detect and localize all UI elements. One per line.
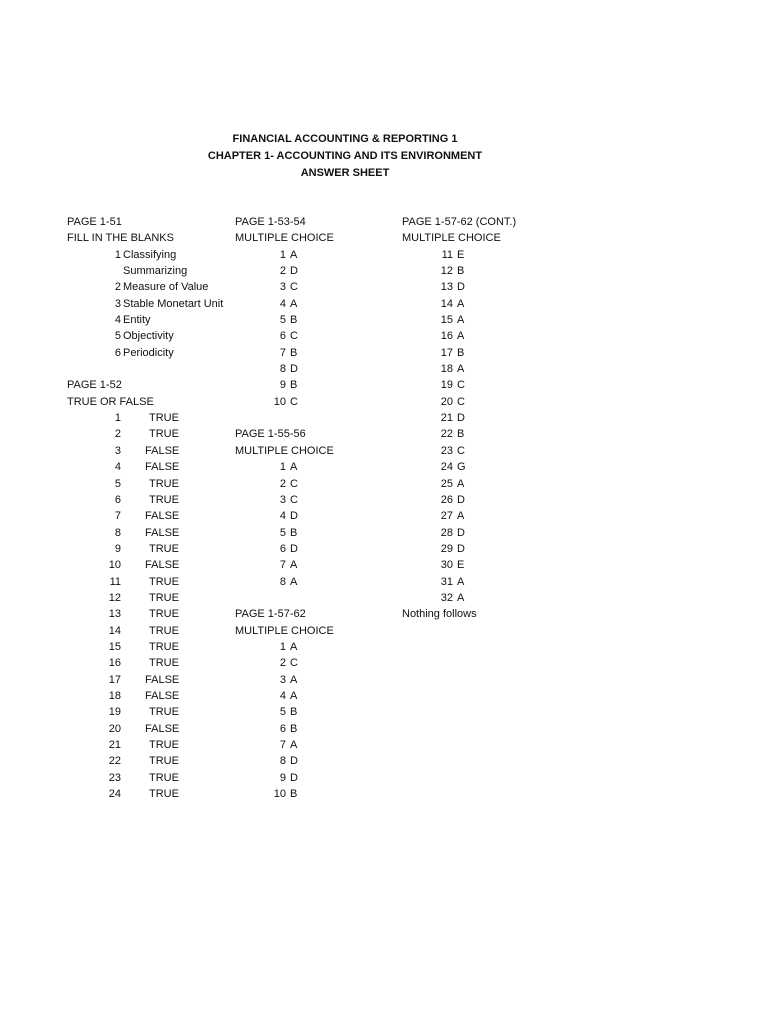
fill-item [67,279,232,295]
mc-item [235,639,395,655]
tf-item-answer: FALSE [145,526,180,539]
section-heading [235,230,395,246]
fill-item-number: 4 [114,314,121,327]
mc1-page-ref: PAGE 1-53-54 [235,216,306,228]
mc-item-answer: A [457,477,465,490]
mc-item-number: 9 [279,771,286,784]
mc-item-answer: B [290,526,298,539]
mc3-page-ref: PAGE 1-57-62 [235,608,306,621]
mc-item-answer: D [457,542,465,555]
mc-item-answer: D [290,265,298,278]
tf-item-number: 4 [114,461,121,474]
tf-item-number: 11 [109,575,121,588]
mc-item-number: 19 [440,379,453,392]
mc-item [402,508,582,524]
mc-item-number: 7 [279,739,286,751]
mc-item [402,247,582,263]
section-page-ref [235,606,395,622]
fill-item [67,263,232,279]
footer-note [402,606,582,622]
tf-item-answer: TRUE [149,591,179,604]
tf-item-answer: TRUE [149,542,179,555]
mc-item-number: 14 [440,297,453,310]
fill-item-answer: Entity [123,314,151,327]
fill-item-number: 6 [114,346,121,359]
tf-item [67,476,232,492]
mc-item-number: 25 [440,477,453,490]
fill-item-answer: Measure of Value [123,281,209,294]
mc-item [235,688,395,704]
mc-item [235,476,395,492]
mc-item-answer: D [290,771,298,784]
blank-row [235,410,395,426]
section-heading [67,230,232,246]
mc-item-number: 31 [440,575,453,588]
tf-item-number: 2 [114,428,121,441]
tf-item [67,655,232,671]
tf-page-ref: PAGE 1-52 [67,379,122,392]
mc-item [235,557,395,573]
mc-item-answer: D [457,493,465,506]
mc-item [402,312,582,328]
mc-item-answer: A [457,575,465,588]
fill-item-number: 5 [114,330,121,343]
tf-item-number: 12 [108,591,121,604]
fill-heading: FILL IN THE BLANKS [67,232,174,245]
tf-item-answer: TRUE [149,788,179,801]
tf-item-number: 18 [108,689,121,702]
mc-item [235,361,395,377]
mc-item [235,525,395,541]
tf-item-answer: TRUE [149,477,179,490]
tf-item-number: 1 [114,412,121,425]
mc-item-number: 28 [440,526,453,539]
mc-item-number: 12 [440,265,453,278]
mc-cont-heading: MULTIPLE CHOICE [402,232,501,245]
fill-item [67,312,232,328]
tf-item-answer: TRUE [149,608,179,621]
mc-item-number: 11 [441,248,453,261]
mc-cont-page-ref: PAGE 1-57-62 (CONT.) [402,216,517,228]
mc-item-number: 1 [279,461,286,474]
nothing-follows-note: Nothing follows [402,608,477,621]
fill-item-number: 1 [114,248,121,261]
mc-item-number: 5 [279,706,286,719]
tf-item-number: 22 [108,755,121,768]
fill-item-answer: Stable Monetart Unit [123,297,224,310]
mc-item-number: 8 [279,363,286,376]
tf-item-number: 9 [114,542,121,555]
fill-item-answer: Classifying [123,248,177,261]
fill-item-number: 2 [114,281,121,294]
tf-item [67,623,232,639]
mc-item [235,704,395,720]
tf-item-answer: TRUE [149,771,179,784]
mc-item-number: 4 [279,510,286,523]
mc-item [402,394,582,410]
tf-item-number: 20 [108,722,121,735]
mc-item [235,655,395,671]
fill-item-answer: Periodicity [123,346,174,359]
tf-item [67,508,232,524]
fill-item [67,345,232,361]
mc-item [402,476,582,492]
tf-item [67,426,232,442]
mc-item [402,426,582,442]
tf-item-answer: FALSE [145,461,180,474]
mc-item [235,328,395,344]
mc-item-number: 23 [440,444,453,457]
tf-item-answer: FALSE [145,444,180,457]
tf-item [67,557,232,573]
tf-item-number: 15 [108,640,121,653]
mc-item-number: 30 [440,559,453,572]
mc-item [235,296,395,312]
tf-item-answer: TRUE [149,706,179,719]
tf-item-number: 24 [108,788,121,801]
tf-item [67,770,232,786]
tf-item [67,786,232,802]
mc-item-number: 6 [279,722,286,735]
document-title [0,131,690,182]
mc1-heading: MULTIPLE CHOICE [235,232,334,245]
tf-item-number: 3 [114,444,121,457]
section-heading [402,230,582,246]
mc-item [402,279,582,295]
mc-item-number: 3 [279,281,286,294]
blank-row [67,361,232,377]
mc-item-number: 2 [279,657,286,670]
mc-item [235,541,395,557]
mc-item-number: 18 [440,363,453,376]
tf-item [67,574,232,590]
tf-item-answer: FALSE [145,689,180,702]
mc-item [235,394,395,410]
fill-item [67,328,232,344]
mc-item-answer: D [290,510,298,523]
mc-item-answer: C [457,379,465,392]
tf-heading: TRUE OR FALSE [67,395,154,408]
mc-item [402,443,582,459]
mc-item [235,459,395,475]
column-multiple-choice-a [235,214,395,802]
tf-item-number: 21 [108,739,121,751]
tf-item-answer: TRUE [149,640,179,653]
mc-item-answer: D [457,526,465,539]
section-heading [235,443,395,459]
tf-item-number: 16 [108,657,121,670]
tf-item-answer: TRUE [149,412,179,425]
mc-item [402,296,582,312]
fill-item-answer: Objectivity [123,330,174,343]
mc-item [235,312,395,328]
fill-page-ref: PAGE 1-51 [67,216,122,228]
mc-item [402,557,582,573]
mc-item-number: 10 [273,395,286,408]
mc-item-number: 1 [279,640,286,653]
mc-item-answer: D [290,755,298,768]
mc-item-answer: A [290,673,298,686]
tf-item [67,459,232,475]
tf-item-number: 14 [108,624,121,637]
mc-item-answer: B [290,788,298,801]
mc-item-answer: A [290,575,298,588]
mc-item-number: 29 [440,542,453,555]
tf-item-answer: FALSE [145,559,180,572]
tf-item-number: 10 [108,559,121,572]
tf-item-answer: FALSE [145,673,180,686]
mc-item-answer: A [457,591,465,604]
mc-item-answer: A [290,559,298,572]
mc-item [235,672,395,688]
tf-item-number: 23 [108,771,121,784]
column-fill-and-true-false [67,214,232,802]
tf-item-number: 6 [114,493,121,506]
mc-item-answer: B [290,706,298,719]
mc-item [402,525,582,541]
tf-item-number: 19 [108,706,121,719]
tf-item [67,688,232,704]
tf-item-number: 7 [114,510,121,523]
mc-item [402,410,582,426]
mc-item [235,345,395,361]
mc-item-number: 8 [279,755,286,768]
tf-item [67,590,232,606]
mc-item [235,753,395,769]
tf-item-answer: TRUE [149,624,179,637]
mc-item-number: 16 [440,330,453,343]
mc-item-answer: E [457,559,465,572]
title-answer-sheet: ANSWER SHEET [300,167,390,179]
mc-item-answer: E [457,248,465,261]
mc-item-number: 8 [279,575,286,588]
mc-item [235,263,395,279]
mc-item [235,786,395,802]
mc-item-number: 15 [440,314,453,327]
tf-item [67,541,232,557]
mc-item-answer: B [290,314,298,327]
mc-item-number: 20 [440,395,453,408]
section-page-ref [235,214,395,230]
mc-item-number: 7 [279,559,286,572]
mc-item-number: 17 [440,346,453,359]
mc-item-answer: C [290,657,298,670]
tf-item-answer: TRUE [149,428,179,441]
mc-item [402,345,582,361]
mc-item-number: 6 [279,542,286,555]
mc-item-answer: G [457,461,466,474]
section-heading [235,623,395,639]
tf-item [67,737,232,753]
mc-item-answer: D [290,542,298,555]
tf-item [67,492,232,508]
tf-item-answer: TRUE [149,739,179,751]
mc-item-number: 10 [273,788,286,801]
mc-item-answer: C [290,477,298,490]
mc-item-number: 5 [279,314,286,327]
section-heading [67,394,232,410]
mc-item-answer: A [457,314,465,327]
mc-item-answer: A [290,689,298,702]
mc-item-answer: A [457,297,465,310]
tf-item [67,443,232,459]
tf-item [67,721,232,737]
mc3-heading: MULTIPLE CHOICE [235,624,334,637]
tf-item-answer: TRUE [149,575,179,588]
mc-item-number: 5 [279,526,286,539]
mc-item [235,492,395,508]
tf-item-answer: FALSE [145,722,180,735]
mc-item-number: 3 [279,673,286,686]
section-page-ref [67,377,232,393]
fill-item [67,247,232,263]
mc2-page-ref: PAGE 1-55-56 [235,428,306,441]
mc-item [402,377,582,393]
mc-item-number: 2 [279,477,286,490]
mc-item [402,328,582,344]
mc-item [235,574,395,590]
mc-item-answer: A [457,363,465,376]
mc-item [402,361,582,377]
mc-item-answer: D [457,412,465,425]
mc-item-answer: B [457,265,465,278]
mc-item-answer: A [290,297,298,310]
mc-item [235,377,395,393]
mc-item-number: 9 [279,379,286,392]
title-course: FINANCIAL ACCOUNTING & REPORTING 1 [232,133,458,145]
mc-item-answer: C [290,330,298,343]
tf-item [67,704,232,720]
mc-item-answer: D [457,281,465,294]
mc-item-number: 2 [279,265,286,278]
section-page-ref [402,214,582,230]
tf-item-answer: TRUE [149,657,179,670]
mc-item [402,541,582,557]
mc-item-number: 4 [279,297,286,310]
mc-item-number: 1 [279,248,286,261]
mc-item [235,770,395,786]
mc-item [235,721,395,737]
mc-item-number: 21 [440,412,453,425]
title-chapter: CHAPTER 1- ACCOUNTING AND ITS ENVIRONMENT [207,150,483,162]
tf-item-answer: TRUE [149,755,179,768]
mc-item-answer: B [290,379,298,392]
section-page-ref [235,426,395,442]
mc-item-answer: A [290,461,298,474]
mc-item [235,279,395,295]
mc-item [402,492,582,508]
mc-item-answer: A [290,739,298,751]
blank-row [235,590,395,606]
mc-item-answer: A [457,510,465,523]
fill-item [67,296,232,312]
mc-item-number: 4 [279,689,286,702]
tf-item [67,753,232,769]
mc-item [235,508,395,524]
tf-item-number: 8 [114,526,121,539]
tf-item-number: 13 [108,608,121,621]
tf-item [67,639,232,655]
mc-item-answer: A [290,248,298,261]
mc-item [402,459,582,475]
tf-item-number: 17 [108,673,121,686]
mc-item [235,247,395,263]
fill-item-answer: Summarizing [123,265,188,278]
tf-item [67,672,232,688]
mc-item-number: 26 [440,493,453,506]
mc-item-answer: A [457,330,465,343]
fill-item-number: 3 [114,297,121,310]
tf-item [67,410,232,426]
mc-item-number: 3 [279,493,286,506]
mc-item-number: 32 [440,591,453,604]
mc-item-answer: D [290,363,298,376]
mc-item-answer: C [290,395,298,408]
mc-item [402,574,582,590]
mc-item-number: 13 [440,281,453,294]
mc-item [402,590,582,606]
mc-item-answer: C [457,444,465,457]
mc-item [402,263,582,279]
tf-item-answer: FALSE [145,510,180,523]
tf-item-number: 5 [114,477,121,490]
mc-item-number: 24 [440,461,453,474]
mc-item-number: 7 [279,346,286,359]
mc-item-number: 27 [440,510,453,523]
mc-item-answer: C [290,493,298,506]
tf-item [67,606,232,622]
column-multiple-choice-b [402,214,582,623]
mc-item-number: 22 [440,428,453,441]
mc-item-answer: B [290,346,298,359]
tf-item-answer: TRUE [149,493,179,506]
mc-item-number: 6 [279,330,286,343]
section-page-ref [67,214,232,230]
mc-item [235,737,395,753]
mc-item-answer: B [457,428,465,441]
mc-item-answer: A [290,640,298,653]
mc-item-answer: B [290,722,298,735]
tf-item [67,525,232,541]
mc-item-answer: B [457,346,465,359]
mc-item-answer: C [457,395,465,408]
mc2-heading: MULTIPLE CHOICE [235,444,334,457]
mc-item-answer: C [290,281,298,294]
